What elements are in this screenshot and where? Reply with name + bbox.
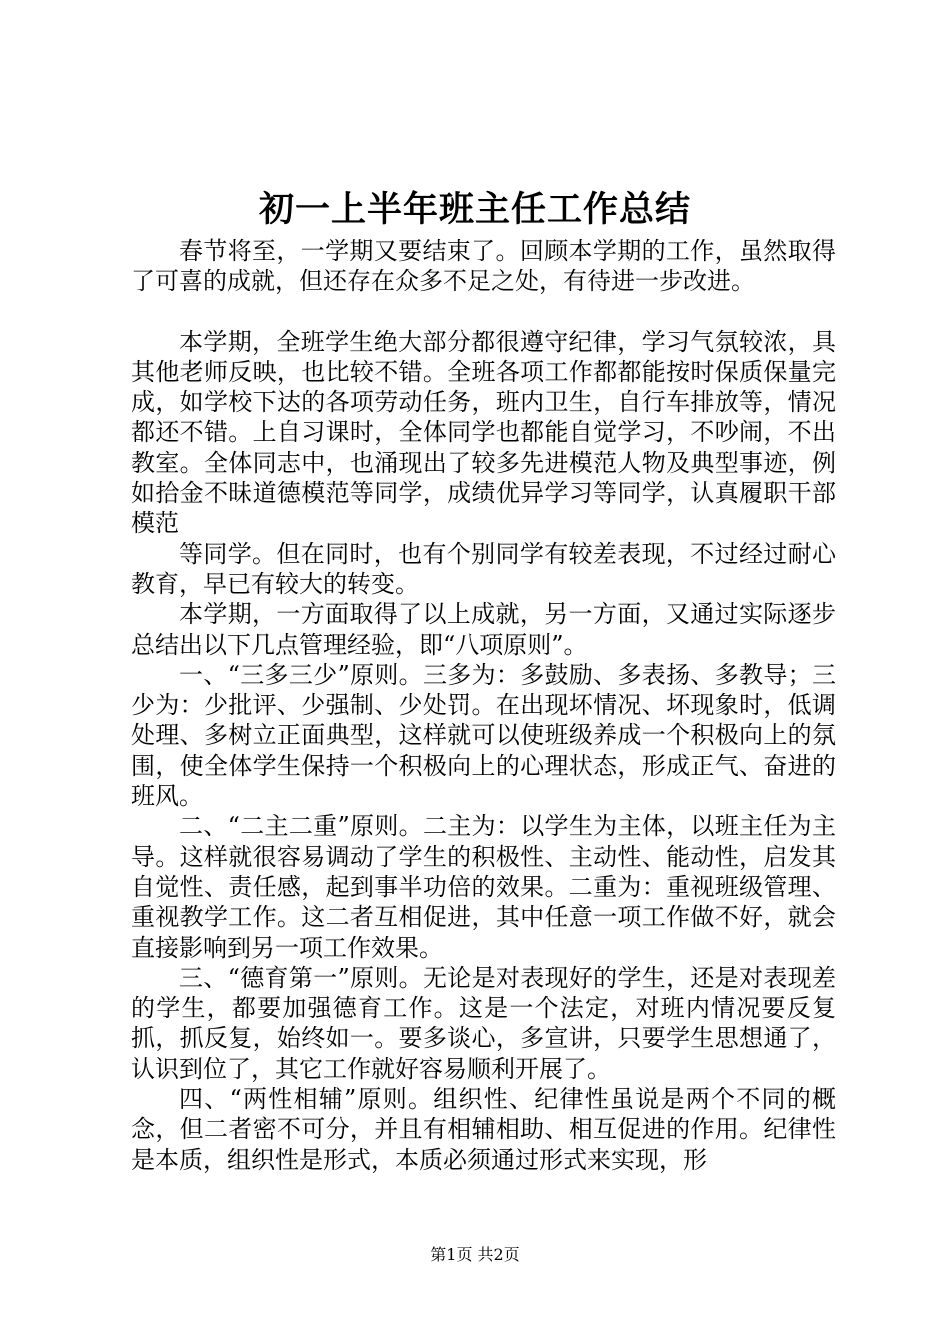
paragraph-class-overview: 本学期，全班学生绝大部分都很遵守纪律，学习气氛较浓，具其他老师反映，也比较不错。全班各项工作都都能按时保质保量完成，如学校下达的各项劳动任务，班内卫生，自行车排放等，情况都还不错。上自习课时，全体同学也都能自觉学习，不吵闹，不出教室。全体同志中，也涌现出了较多先进模范人物及典型事迹，例如拾金不昧道德模范等同学，成绩优异学习等同学，认真履职干部模范 xyxy=(131,327,836,538)
page-number-footer: 第1页 共2页 xyxy=(430,1245,520,1264)
paragraph-principle-one: 一、“三多三少”原则。三多为：多鼓励、多表扬、多教导；三少为：少批评、少强制、少处罚。在出现坏情况、坏现象时，低调处理、多树立正面典型，这样就可以使班级养成一个积极向上的氛围，使全体学生保持一个积极向上的心理状态，形成正气、奋进的班风。 xyxy=(131,660,836,811)
paragraph-principle-three: 三、“德育第一”原则。无论是对表现好的学生，还是对表现差的学生，都要加强德育工作。这是一个法定，对班内情况要反复抓，抓反复，始终如一。要多谈心，多宣讲，只要学生思想通了，认识到位了，其它工作就好容易顺利开展了。 xyxy=(131,963,836,1083)
document-title: 初一上半年班主任工作总结 xyxy=(258,189,691,230)
paragraph-principle-two: 二、“二主二重”原则。二主为：以学生为主体，以班主任为主导。这样就很容易调动了学生的积极性、主动性、能动性，启发其自觉性、责任感，起到事半功倍的效果。二重为：重视班级管理、重视教学工作。这二者互相促进，其中任意一项工作做不好，就会直接影响到另一项工作效果。 xyxy=(131,812,836,962)
paragraph-principle-four: 四、“两性相辅”原则。组织性、纪律性虽说是两个不同的概念，但二者密不可分，并且有相辅相助、相互促进的作用。纪律性是本质，组织性是形式，本质必须通过形式来实现，形 xyxy=(131,1085,836,1174)
document-body xyxy=(131,236,836,1175)
paragraph-class-overview-continued: 等同学。但在同时，也有个别同学有较差表现，不过经过耐心教育，早已有较大的转变。 xyxy=(131,539,836,598)
paragraph-eight-principles-intro: 本学期，一方面取得了以上成就，另一方面，又通过实际逐步总结出以下几点管理经验，即“八项原则”。 xyxy=(131,600,836,659)
paragraph-intro: 春节将至，一学期又要结束了。回顾本学期的工作，虽然取得了可喜的成就，但还存在众多不足之处，有待进一步改进。 xyxy=(131,237,836,296)
